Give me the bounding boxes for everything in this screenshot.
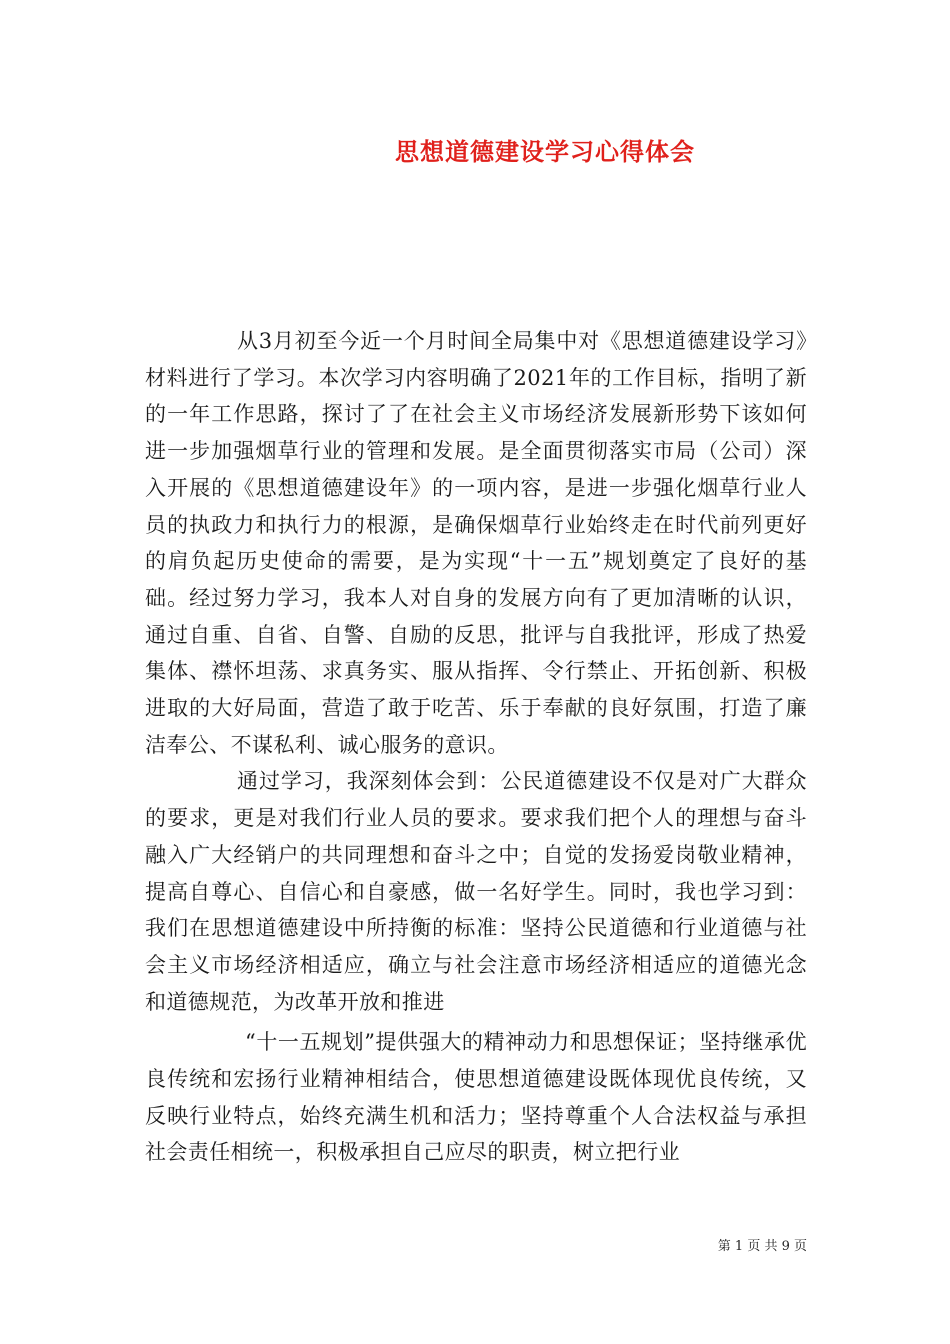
paragraph-1: 从3月初至今近一个月时间全局集中对《思想道德建设学习》材料进行了学习。本次学习内容明确了2021年的工作目标，指明了新的一年工作思路，探讨了了在社会主义市场经济发展新形势下该如何进一步加强烟草行业的管理和发展。是全面贯彻落实市局（公司）深入开展的《思想道德建设年》的一项内容，是进一步强化烟草行业人员的执政力和执行力的根源，是确保烟草行业始终走在时代前列更好的肩负起历史使命的需要，是为实现“十一五”规划奠定了良好的基础。经过努力学习，我本人对自身的发展方向有了更加清晰的认识，通过自重、自省、自警、自励的反思，批评与自我批评，形成了热爱集体、襟怀坦荡、求真务实、服从指挥、令行禁止、开拓创新、积极进取的大好局面，营造了敢于吃苦、乐于奉献的良好氛围，打造了廉洁奉公、不谋私利、诚心服务的意识。 (145, 329, 807, 757)
page-number-footer: 第 1 页 共 9 页 (717, 1239, 807, 1254)
document-title: 思想道德建设学习心得体会 (395, 137, 695, 166)
paragraph-3: “十一五规划”提供强大的精神动力和思想保证；坚持继承优良传统和宏扬行业精神相结合，使思想道德建设既体现优良传统，又反映行业特点，始终充满生机和活力；坚持尊重个人合法权益与承担社会责任相统一，积极承担自己应尽的职责，树立把行业 (145, 1030, 807, 1165)
document-body (145, 323, 807, 1171)
paragraph-2: 通过学习，我深刻体会到：公民道德建设不仅是对广大群众的要求，更是对我们行业人员的要求。要求我们把个人的理想与奋斗融入广大经销户的共同理想和奋斗之中；自觉的发扬爱岗敬业精神，提高自尊心、自信心和自豪感，做一名好学生。同时，我也学习到：我们在思想道德建设中所持衡的标准：坚持公民道德和行业道德与社会主义市场经济相适应，确立与社会注意市场经济相适应的道德光念和道德规范，为改革开放和推进 (145, 769, 807, 1014)
